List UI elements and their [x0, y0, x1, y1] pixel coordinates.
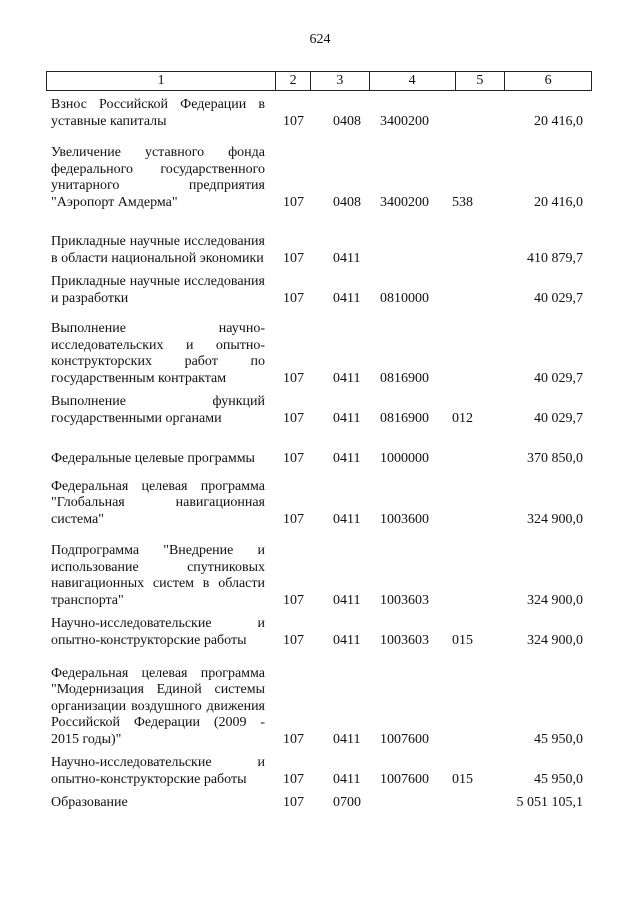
row-description: Подпрограмма "Внедрение и использование спутниковых навигационных систем в области транспорта" [51, 543, 265, 608]
row-cell-c6: 40 029,7 [534, 370, 583, 386]
header-cell-2: 2 [275, 72, 310, 90]
row-cell-c4: 0816900 [380, 370, 429, 386]
row-cell-c4: 3400200 [380, 194, 429, 210]
row-cell-c4: 1000000 [380, 450, 429, 466]
row-cell-c2: 107 [283, 731, 304, 747]
row-cell-c6: 40 029,7 [534, 290, 583, 306]
row-description: Научно-исследовательские и опытно-конструкторские работы [51, 616, 265, 648]
header-cell-4: 4 [369, 72, 455, 90]
row-cell-c2: 107 [283, 290, 304, 306]
row-description: Взнос Российской Федерации в уставные капиталы [51, 97, 265, 129]
row-description: Образование [51, 794, 128, 810]
row-description: Федеральные целевые программы [51, 450, 255, 466]
row-cell-c4: 0816900 [380, 410, 429, 426]
row-description: Прикладные научные исследования и разработки [51, 274, 265, 306]
row-cell-c3: 0408 [333, 113, 361, 129]
row-cell-c3: 0411 [333, 511, 361, 527]
row-cell-c4: 1007600 [380, 731, 429, 747]
row-cell-c5: 012 [452, 410, 473, 426]
row-cell-c3: 0411 [333, 370, 361, 386]
row-description: Прикладные научные исследования в области национальной экономики [51, 234, 265, 266]
row-cell-c2: 107 [283, 410, 304, 426]
row-cell-c5: 015 [452, 632, 473, 648]
row-cell-c2: 107 [283, 194, 304, 210]
row-cell-c2: 107 [283, 592, 304, 608]
row-cell-c3: 0411 [333, 250, 361, 266]
row-cell-c2: 107 [283, 113, 304, 129]
row-cell-c4: 1003600 [380, 511, 429, 527]
row-cell-c4: 1003603 [380, 592, 429, 608]
row-description: Федеральная целевая программа "Модернизация Единой системы организации воздушного движения Российской Федерации (2009 - 2015 годы)" [51, 665, 265, 747]
row-cell-c2: 107 [283, 450, 304, 466]
row-cell-c2: 107 [283, 771, 304, 787]
row-cell-c4: 1003603 [380, 632, 429, 648]
row-cell-c3: 0411 [333, 410, 361, 426]
row-cell-c3: 0411 [333, 731, 361, 747]
row-description: Выполнение функций государственными органами [51, 394, 265, 426]
row-cell-c6: 40 029,7 [534, 410, 583, 426]
header-cell-3: 3 [310, 72, 369, 90]
row-cell-c3: 0411 [333, 290, 361, 306]
row-cell-c3: 0411 [333, 771, 361, 787]
row-cell-c3: 0700 [333, 794, 361, 810]
row-cell-c2: 107 [283, 250, 304, 266]
row-cell-c3: 0411 [333, 632, 361, 648]
row-cell-c2: 107 [283, 632, 304, 648]
row-cell-c6: 324 900,0 [527, 511, 583, 527]
row-cell-c4: 0810000 [380, 290, 429, 306]
row-cell-c6: 410 879,7 [527, 250, 583, 266]
row-description: Научно-исследовательские и опытно-конструкторские работы [51, 755, 265, 787]
header-cell-6: 6 [504, 72, 591, 90]
row-cell-c6: 324 900,0 [527, 632, 583, 648]
header-cell-1: 1 [157, 73, 165, 88]
page-number: 624 [309, 32, 331, 47]
row-cell-c6: 20 416,0 [534, 194, 583, 210]
row-cell-c6: 324 900,0 [527, 592, 583, 608]
row-cell-c4: 3400200 [380, 113, 429, 129]
row-cell-c3: 0408 [333, 194, 361, 210]
row-cell-c6: 370 850,0 [527, 450, 583, 466]
row-cell-c5: 538 [452, 194, 473, 210]
row-cell-c6: 45 950,0 [534, 731, 583, 747]
row-cell-c6: 20 416,0 [534, 113, 583, 129]
row-cell-c2: 107 [283, 794, 304, 810]
row-cell-c4: 1007600 [380, 771, 429, 787]
header-cell-5: 5 [455, 72, 505, 90]
row-cell-c6: 45 950,0 [534, 771, 583, 787]
row-description: Выполнение научно-исследовательских и опытно-конструкторских работ по государственным контрактам [51, 321, 265, 386]
row-cell-c6: 5 051 105,1 [516, 794, 583, 810]
row-cell-c3: 0411 [333, 450, 361, 466]
row-cell-c5: 015 [452, 771, 473, 787]
row-cell-c2: 107 [283, 511, 304, 527]
row-description: Увеличение уставного фонда федерального государственного унитарного предприятия "Аэропорт Амдерма" [51, 145, 265, 210]
row-description: Федеральная целевая программа "Глобальная навигационная система" [51, 478, 265, 527]
row-cell-c3: 0411 [333, 592, 361, 608]
row-cell-c2: 107 [283, 370, 304, 386]
